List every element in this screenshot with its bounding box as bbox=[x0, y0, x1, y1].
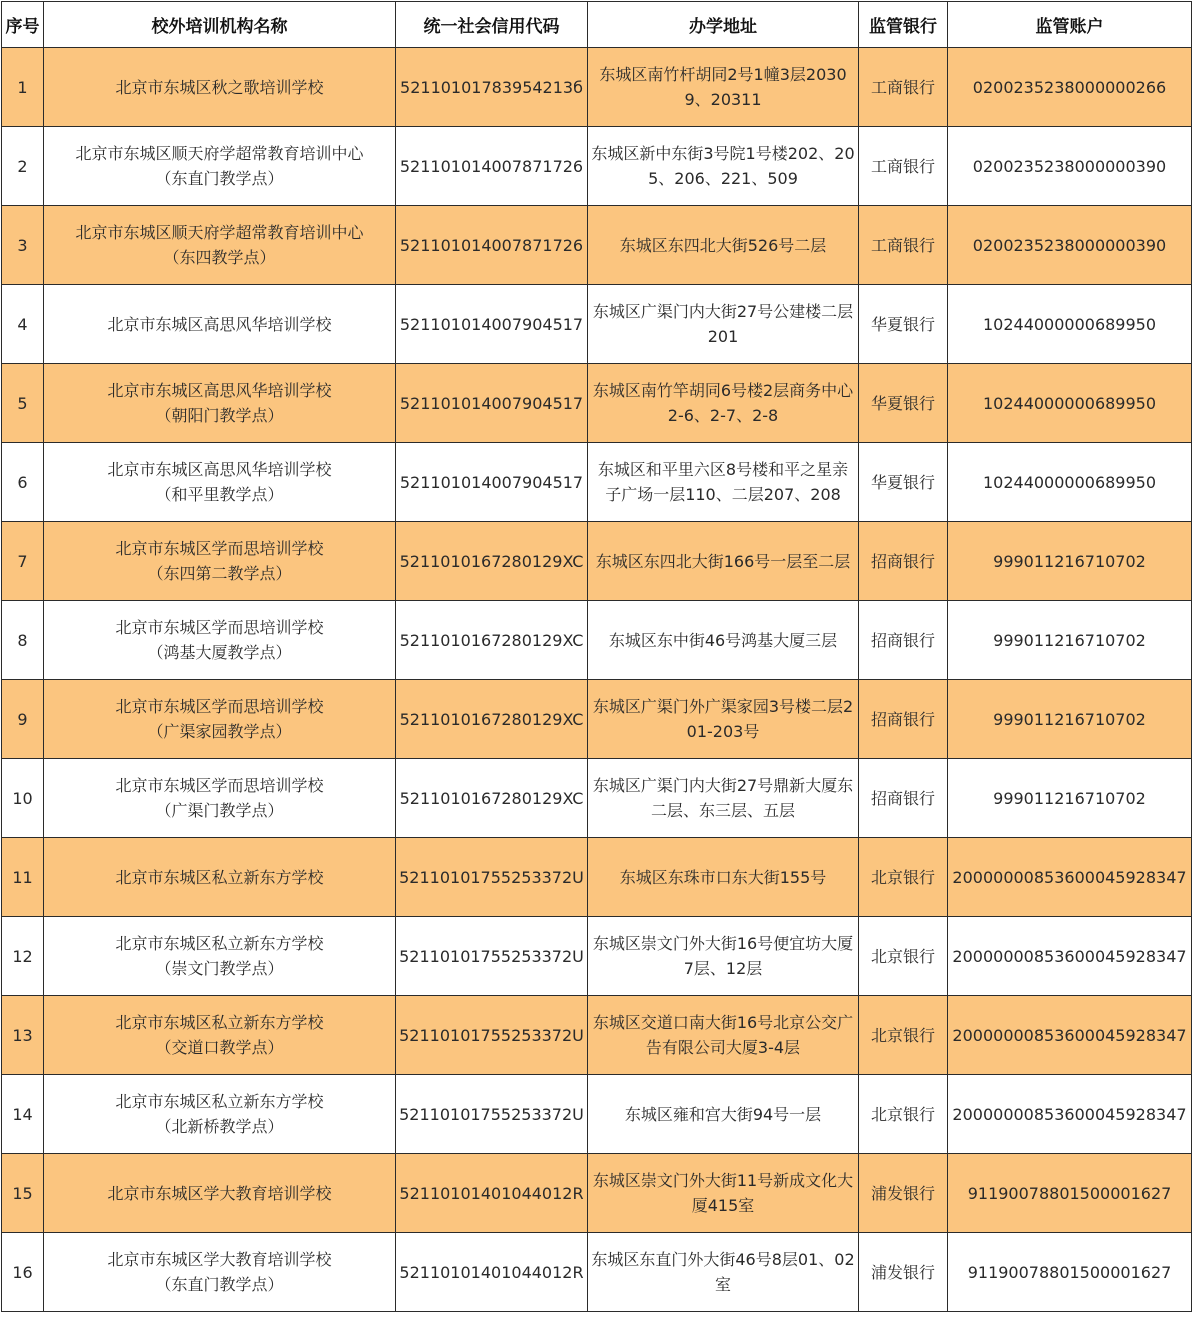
supervising-bank: 华夏银行 bbox=[859, 443, 948, 522]
institution-name: 北京市东城区学而思培训学校 bbox=[115, 539, 324, 558]
institution-name: 北京市东城区学大教育培训学校 bbox=[107, 1183, 332, 1203]
credit-code: 5211010167280129XC bbox=[396, 601, 588, 680]
school-address-cell bbox=[588, 364, 859, 443]
institution-name-cell bbox=[44, 1075, 396, 1154]
teaching-site-name: （朝阳门教学点） bbox=[155, 406, 284, 425]
credit-code: 52110101401044012R bbox=[396, 1233, 588, 1312]
school-address-cell bbox=[588, 838, 859, 917]
teaching-site-name: （广渠家园教学点） bbox=[147, 722, 292, 741]
row-index: 7 bbox=[2, 522, 44, 601]
supervising-bank: 工商银行 bbox=[859, 127, 948, 206]
school-address: 东城区交道口南大街16号北京公交广告有限公司大厦3-4层 bbox=[592, 1013, 854, 1057]
school-address: 东城区东中街46号鸿基大厦三层 bbox=[608, 630, 838, 650]
institution-name: 北京市东城区私立新东方学校 bbox=[115, 1092, 324, 1111]
row-index: 3 bbox=[2, 206, 44, 285]
institution-name: 北京市东城区高思风华培训学校 bbox=[107, 381, 332, 400]
row-index: 6 bbox=[2, 443, 44, 522]
credit-code: 521101014007904517 bbox=[396, 285, 588, 364]
supervising-bank: 浦发银行 bbox=[859, 1154, 948, 1233]
school-address-cell bbox=[588, 443, 859, 522]
supervising-bank: 北京银行 bbox=[859, 1075, 948, 1154]
school-address-cell bbox=[588, 759, 859, 838]
supervised-account: 20000000853600045928347 bbox=[948, 996, 1192, 1075]
school-address: 东城区广渠门内大街27号鼎新大厦东二层、东三层、五层 bbox=[592, 776, 854, 820]
teaching-site-name: （东四第二教学点） bbox=[147, 564, 292, 583]
supervised-account: 20000000853600045928347 bbox=[948, 1075, 1192, 1154]
supervised-account: 999011216710702 bbox=[948, 522, 1192, 601]
supervised-account: 999011216710702 bbox=[948, 601, 1192, 680]
teaching-site-name: （交道口教学点） bbox=[155, 1038, 284, 1057]
supervising-bank: 招商银行 bbox=[859, 522, 948, 601]
school-address-cell bbox=[588, 680, 859, 759]
table-row bbox=[2, 127, 1192, 206]
row-index: 11 bbox=[2, 838, 44, 917]
institution-name: 北京市东城区私立新东方学校 bbox=[115, 1013, 324, 1032]
credit-code: 52110101755253372U bbox=[396, 917, 588, 996]
credit-code: 521101014007871726 bbox=[396, 206, 588, 285]
header-credit-code: 统一社会信用代码 bbox=[396, 2, 588, 48]
institution-name-cell bbox=[44, 838, 396, 917]
supervising-bank: 招商银行 bbox=[859, 680, 948, 759]
institution-name: 北京市东城区学大教育培训学校 bbox=[107, 1250, 332, 1269]
table-body bbox=[2, 48, 1192, 1312]
supervised-account: 10244000000689950 bbox=[948, 364, 1192, 443]
credit-code: 52110101783954213б bbox=[396, 48, 588, 127]
school-address-cell bbox=[588, 1233, 859, 1312]
table-row bbox=[2, 1233, 1192, 1312]
row-index: 16 bbox=[2, 1233, 44, 1312]
school-address: 东城区南竹竿胡同6号楼2层商务中心2-6、2-7、2-8 bbox=[592, 381, 854, 425]
institution-name: 北京市东城区高思风华培训学校 bbox=[107, 314, 332, 334]
supervised-account: 0200235238000000390 bbox=[948, 127, 1192, 206]
credit-code: 52110101755253372U bbox=[396, 996, 588, 1075]
supervised-account: 20000000853600045928347 bbox=[948, 917, 1192, 996]
supervising-bank: 北京银行 bbox=[859, 838, 948, 917]
school-address-cell bbox=[588, 522, 859, 601]
credit-code: 521101014007904517 bbox=[396, 364, 588, 443]
teaching-site-name: （和平里教学点） bbox=[155, 485, 284, 504]
institution-name: 北京市东城区学而思培训学校 bbox=[115, 618, 324, 637]
school-address-cell bbox=[588, 127, 859, 206]
school-address: 东城区广渠门内大街27号公建楼二层201 bbox=[592, 302, 854, 346]
supervising-bank: 工商银行 bbox=[859, 48, 948, 127]
table-row bbox=[2, 1075, 1192, 1154]
row-index: 4 bbox=[2, 285, 44, 364]
teaching-site-name: （鸿基大厦教学点） bbox=[147, 643, 292, 662]
table-row bbox=[2, 917, 1192, 996]
table-row bbox=[2, 838, 1192, 917]
row-index: 14 bbox=[2, 1075, 44, 1154]
institution-name: 北京市东城区秋之歌培训学校 bbox=[115, 77, 324, 97]
table-row bbox=[2, 996, 1192, 1075]
supervised-account: 91190078801500001627 bbox=[948, 1233, 1192, 1312]
row-index: 9 bbox=[2, 680, 44, 759]
table-header-row bbox=[2, 2, 1192, 48]
school-address-cell bbox=[588, 996, 859, 1075]
header-account: 监管账户 bbox=[948, 2, 1192, 48]
supervised-account: 10244000000689950 bbox=[948, 285, 1192, 364]
table-row bbox=[2, 364, 1192, 443]
institution-name-cell bbox=[44, 522, 396, 601]
row-index: 2 bbox=[2, 127, 44, 206]
credit-code: 52110101755253372U bbox=[396, 838, 588, 917]
teaching-site-name: （东四教学点） bbox=[163, 248, 276, 267]
school-address: 东城区和平里六区8号楼和平之星亲子广场一层110、二层207、208 bbox=[597, 460, 849, 504]
school-address: 东城区广渠门外广渠家园3号楼二层201-203号 bbox=[592, 697, 854, 741]
institution-name-cell bbox=[44, 917, 396, 996]
supervised-account: 999011216710702 bbox=[948, 680, 1192, 759]
table-row bbox=[2, 680, 1192, 759]
institution-name-cell bbox=[44, 127, 396, 206]
school-address-cell bbox=[588, 601, 859, 680]
table-row bbox=[2, 48, 1192, 127]
institution-name: 北京市东城区高思风华培训学校 bbox=[107, 460, 332, 479]
header-name: 校外培训机构名称 bbox=[44, 2, 396, 48]
supervising-bank: 北京银行 bbox=[859, 996, 948, 1075]
institution-name: 北京市东城区学而思培训学校 bbox=[115, 697, 324, 716]
school-address: 东城区东四北大街526号二层 bbox=[619, 235, 827, 255]
supervised-account: 0200235238000000266 bbox=[948, 48, 1192, 127]
table-row bbox=[2, 601, 1192, 680]
school-address: 东城区雍和宫大街94号一层 bbox=[624, 1104, 822, 1124]
supervised-account: 91190078801500001627 bbox=[948, 1154, 1192, 1233]
school-address: 东城区崇文门外大街11号新成文化大厦415室 bbox=[592, 1171, 854, 1215]
school-address-cell bbox=[588, 917, 859, 996]
row-index: 12 bbox=[2, 917, 44, 996]
header-bank: 监管银行 bbox=[859, 2, 948, 48]
row-index: 8 bbox=[2, 601, 44, 680]
table-row bbox=[2, 759, 1192, 838]
row-index: 5 bbox=[2, 364, 44, 443]
credit-code: 52110101401044012R bbox=[396, 1154, 588, 1233]
credit-code: 5211010167280129XC bbox=[396, 680, 588, 759]
supervising-bank: 工商银行 bbox=[859, 206, 948, 285]
supervising-bank: 招商银行 bbox=[859, 601, 948, 680]
table-row bbox=[2, 443, 1192, 522]
school-address: 东城区南竹杆胡同2号1幢3层20309、20311 bbox=[599, 65, 847, 109]
header-index: 序号 bbox=[2, 2, 44, 48]
table-row bbox=[2, 1154, 1192, 1233]
institution-name-cell bbox=[44, 996, 396, 1075]
institution-name: 北京市东城区顺天府学超常教育培训中心 bbox=[75, 144, 364, 163]
school-address-cell bbox=[588, 1154, 859, 1233]
institution-name-cell bbox=[44, 601, 396, 680]
supervised-account: 999011216710702 bbox=[948, 759, 1192, 838]
institution-name-cell bbox=[44, 285, 396, 364]
credit-code: 5211010167280129XC bbox=[396, 759, 588, 838]
institution-name: 北京市东城区私立新东方学校 bbox=[115, 934, 324, 953]
supervising-bank: 招商银行 bbox=[859, 759, 948, 838]
school-address: 东城区东四北大街166号一层至二层 bbox=[595, 551, 851, 571]
row-index: 13 bbox=[2, 996, 44, 1075]
supervising-bank: 华夏银行 bbox=[859, 285, 948, 364]
supervised-account: 20000000853600045928347 bbox=[948, 838, 1192, 917]
school-address: 东城区新中东街3号院1号楼202、205、206、221、509 bbox=[591, 144, 855, 188]
table-row bbox=[2, 285, 1192, 364]
credit-code: 5211010167280129XC bbox=[396, 522, 588, 601]
institution-name-cell bbox=[44, 1154, 396, 1233]
school-address: 东城区东直门外大街46号8层01、02室 bbox=[591, 1250, 855, 1294]
teaching-site-name: （东直门教学点） bbox=[155, 1275, 284, 1294]
table-row bbox=[2, 522, 1192, 601]
institution-name-cell bbox=[44, 1233, 396, 1312]
school-address: 东城区崇文门外大街16号便宜坊大厦7层、12层 bbox=[592, 934, 854, 978]
table-row bbox=[2, 206, 1192, 285]
institution-name: 北京市东城区学而思培训学校 bbox=[115, 776, 324, 795]
teaching-site-name: （崇文门教学点） bbox=[155, 959, 284, 978]
institution-name: 北京市东城区私立新东方学校 bbox=[115, 867, 324, 887]
school-address: 东城区东珠市口东大街155号 bbox=[619, 867, 827, 887]
institution-name-cell bbox=[44, 759, 396, 838]
school-address-cell bbox=[588, 285, 859, 364]
supervising-bank: 北京银行 bbox=[859, 917, 948, 996]
teaching-site-name: （东直门教学点） bbox=[155, 169, 284, 188]
teaching-site-name: （广渠门教学点） bbox=[155, 801, 284, 820]
school-address-cell bbox=[588, 48, 859, 127]
institution-name-cell bbox=[44, 680, 396, 759]
supervised-account: 0200235238000000390 bbox=[948, 206, 1192, 285]
institution-name-cell bbox=[44, 443, 396, 522]
credit-code: 521101014007871726 bbox=[396, 127, 588, 206]
institution-name: 北京市东城区顺天府学超常教育培训中心 bbox=[75, 223, 364, 242]
school-address-cell bbox=[588, 206, 859, 285]
institution-name-cell bbox=[44, 48, 396, 127]
teaching-site-name: （北新桥教学点） bbox=[155, 1117, 284, 1136]
credit-code: 52110101755253372U bbox=[396, 1075, 588, 1154]
school-address-cell bbox=[588, 1075, 859, 1154]
training-institution-table bbox=[1, 1, 1192, 1312]
header-address: 办学地址 bbox=[588, 2, 859, 48]
credit-code: 521101014007904517 bbox=[396, 443, 588, 522]
institution-name-cell bbox=[44, 206, 396, 285]
row-index: 15 bbox=[2, 1154, 44, 1233]
supervising-bank: 华夏银行 bbox=[859, 364, 948, 443]
row-index: 10 bbox=[2, 759, 44, 838]
row-index: 1 bbox=[2, 48, 44, 127]
institution-name-cell bbox=[44, 364, 396, 443]
supervised-account: 10244000000689950 bbox=[948, 443, 1192, 522]
supervising-bank: 浦发银行 bbox=[859, 1233, 948, 1312]
